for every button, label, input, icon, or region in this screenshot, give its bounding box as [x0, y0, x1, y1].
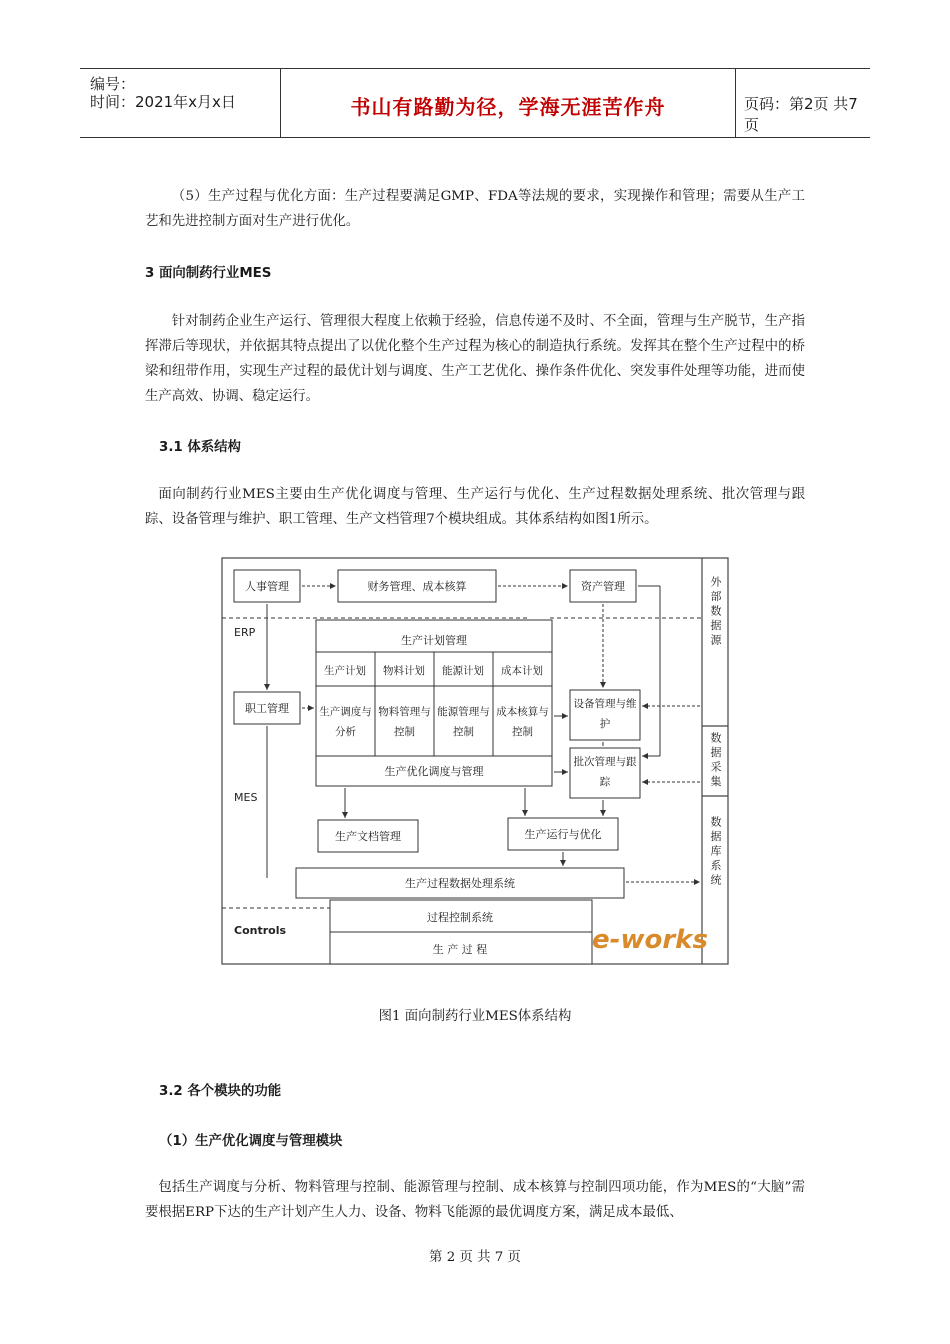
- paragraph-module-1: 包括生产调度与分析、物料管理与控制、能源管理与控制、成本核算与控制四项功能，作为MES的“大脑”需要根据ERP下达的生产计划产生人力、设备、物料飞能源的最优调度方案，满足成本最低、: [145, 1180, 805, 1220]
- plan-cell-material: 物料计划: [383, 665, 425, 677]
- mes-label: MES: [234, 791, 258, 804]
- paragraph-production-process: （5）生产过程与优化方面：生产过程要满足GMP、FDA等法规的要求，实现操作和管理；需要从生产工艺和先进控制方面对生产进行优化。: [145, 189, 805, 229]
- heading-module-1: （1）生产优化调度与管理模块: [159, 1134, 343, 1149]
- number-label: 编号：: [90, 75, 136, 93]
- ctrl-cell-schedule: 生产调度与分析: [319, 706, 372, 738]
- plan-cell-production: 生产计划: [324, 665, 366, 677]
- doc-label: 生产文档管理: [335, 830, 401, 843]
- ctrl-cell-energy: 能源管理与控制: [437, 706, 490, 738]
- ctrl-cell-cost: 成本核算与控制: [496, 706, 549, 738]
- equip-label: 设备管理与维护: [573, 698, 637, 730]
- motto: 书山有路勤为径，学海无涯苦作舟: [350, 95, 666, 119]
- eworks-watermark: e-works: [592, 925, 708, 955]
- proc-ctrl-label: 过程控制系统: [427, 911, 493, 924]
- header-meta-cell: [80, 69, 280, 137]
- heading-section-3-2: 3.2 各个模块的功能: [159, 1084, 282, 1099]
- paragraph-architecture: 面向制药行业MES主要由生产优化调度与管理、生产运行与优化、生产过程数据处理系统、批次管理与跟踪、设备管理与维护、职工管理、生产文档管理7个模块组成。其体系结构如图1所示。: [145, 487, 805, 527]
- architecture-diagram: [220, 556, 730, 966]
- heading-section-3: 3 面向制药行业MES: [145, 266, 272, 281]
- plan-mgmt-label: 生产计划管理: [401, 634, 467, 647]
- figure-caption: 图1 面向制药行业MES体系结构: [378, 1009, 572, 1024]
- erp-label: ERP: [234, 626, 256, 639]
- header-page-cell: [734, 69, 870, 137]
- header-motto-cell: [280, 69, 736, 137]
- time-label: 时间：2021年x月x日: [90, 93, 236, 111]
- side-label-external: 外 部 数 据 源: [709, 576, 722, 645]
- paragraph-mes-intro: 针对制药企业生产运行、管理很大程度上依赖于经验，信息传递不及时、不全面，管理与生产脱节，生产指挥滞后等现状，并依据其特点提出了以优化整个生产过程为核心的制造执行系统。发挥其在整个生产过程中的桥梁和纽带作用，实现生产过程的最优计划与调度、生产工艺优化、操作条件优化、突发事件处理等功能，进而使生产高效、协调、稳定运行。: [145, 314, 805, 404]
- page-header: [80, 68, 870, 138]
- ctrl-cell-material: 物料管理与控制: [378, 706, 431, 738]
- side-label-collect: 数 据 采 集: [709, 732, 722, 787]
- production-label: 生 产 过 程: [432, 943, 488, 956]
- run-opt-label: 生产运行与优化: [524, 828, 602, 841]
- finance-label: 财务管理、成本核算: [367, 580, 467, 593]
- data-proc-label: 生产过程数据处理系统: [405, 877, 515, 890]
- plan-cell-energy: 能源计划: [442, 665, 484, 677]
- staff-label: 职工管理: [245, 702, 289, 715]
- page-label: 页码：第2页 共7页: [744, 95, 858, 134]
- page-footer: 第 2 页 共 7 页: [429, 1250, 521, 1265]
- side-label-database: 数 据 库 系 统: [709, 816, 722, 885]
- opt-sched-label: 生产优化调度与管理: [384, 765, 484, 778]
- batch-label: 批次管理与跟踪: [573, 756, 637, 788]
- heading-section-3-1: 3.1 体系结构: [159, 440, 241, 455]
- controls-label: Controls: [234, 924, 287, 937]
- asset-label: 资产管理: [581, 580, 625, 593]
- plan-cell-cost: 成本计划: [501, 665, 543, 677]
- hr-label: 人事管理: [245, 580, 289, 593]
